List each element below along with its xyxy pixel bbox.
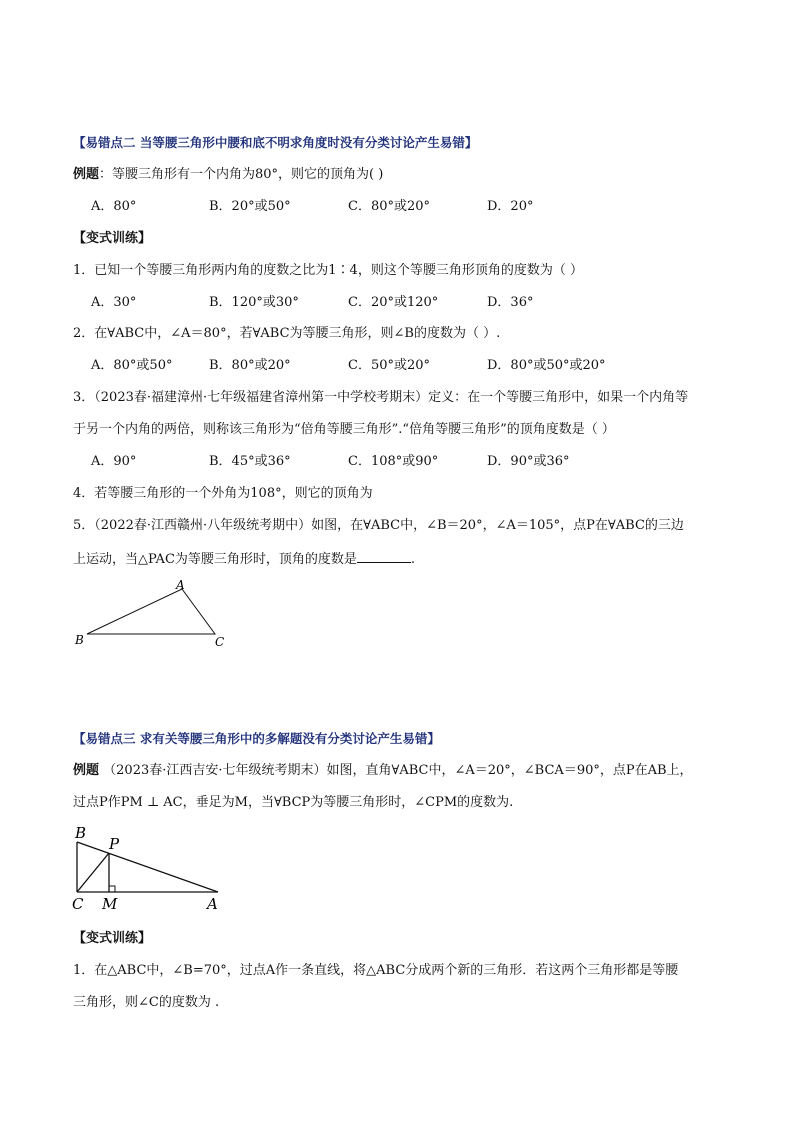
option-a: A．80°或50°: [91, 358, 173, 373]
vertex-label-a: A: [176, 578, 185, 592]
practice-question-1-line-2: 三角形，则∠C的度数为 .: [73, 995, 220, 1010]
option-d: D．80°或50°或20°: [487, 358, 606, 373]
question-3-line-1: 3．（2023春·福建漳州·七年级福建省漳州第一中学校考期末）定义：在一个等腰三角形中，如果一个内角等: [73, 390, 689, 405]
question-5-line-2: [73, 550, 415, 568]
option-b: B．80°或20°: [209, 358, 291, 373]
point-label-p: P: [109, 835, 120, 853]
vertex-label-c: C: [72, 895, 84, 913]
option-a: A．80°: [91, 199, 137, 214]
practice-heading: 【变式训练】: [73, 931, 152, 946]
vertex-label-a: A: [207, 895, 218, 913]
option-a: A．30°: [91, 295, 137, 310]
triangle-shape: [87, 589, 215, 634]
example-question: [73, 167, 383, 183]
example-label: 例题: [73, 167, 100, 182]
question-4: 4．若等腰三角形的一个外角为108°，则它的顶角为: [73, 486, 373, 501]
point-label-m: M: [102, 895, 118, 913]
option-c: C．50°或20°: [348, 358, 431, 373]
question-5-line-1: 5．（2022春·江西赣州·八年级统考期中）如图，在∀ABC中，∠B＝20°，∠A＝105°，点P在∀ABC的三边: [73, 518, 684, 533]
example-question-line-1: [73, 763, 693, 779]
example-question-line-2: 过点P作PM ⊥ AC，垂足为M，当∀BCP为等腰三角形时，∠CPM的度数为.: [73, 795, 514, 810]
option-c: C．80°或20°: [348, 199, 431, 214]
answer-blank: [357, 550, 411, 563]
question-2: 2．在∀ABC中，∠A＝80°，若∀ABC为等腰三角形，则∠B的度数为（ ）.: [73, 326, 501, 341]
vertex-label-b: B: [75, 824, 87, 842]
option-d: D．20°: [487, 199, 534, 214]
practice-heading: 【变式训练】: [73, 231, 152, 246]
question-5-end: .: [410, 552, 416, 567]
option-a: A．90°: [91, 454, 137, 469]
option-d: D．90°或36°: [487, 454, 570, 469]
question-5-text: 上运动，当△PAC为等腰三角形时，顶角的度数是: [73, 552, 357, 567]
example-text: ：等腰三角形有一个内角为80°，则它的顶角为( ): [99, 167, 384, 182]
question-1: 1．已知一个等腰三角形两内角的度数之比为1∶4，则这个等腰三角形顶角的度数为（ ）: [73, 263, 583, 278]
section-heading: 【易错点二 当等腰三角形中腰和底不明求角度时没有分类讨论产生易错】: [73, 135, 478, 150]
right-triangle-figure: [70, 822, 230, 914]
example-text: （2023春·江西吉安·七年级统考期末）如图，直角∀ABC中，∠A＝20°，∠BCA＝90°，点P在AB上，: [99, 763, 693, 778]
option-d: D．36°: [487, 295, 534, 310]
option-c: C．108°或90°: [348, 454, 439, 469]
section-heading: 【易错点三 求有关等腰三角形中的多解题没有分类讨论产生易错】: [73, 731, 440, 746]
example-label: 例题: [73, 763, 100, 778]
question-3-line-2: 于另一个内角的两倍，则称该三角形为“倍角等腰三角形”.“倍角等腰三角形”的顶角度数是（ ）: [73, 422, 615, 437]
option-b: B．120°或30°: [209, 295, 299, 310]
vertex-label-c: C: [215, 635, 225, 649]
triangle-figure-abc: [70, 578, 240, 650]
vertex-label-b: B: [75, 633, 84, 647]
option-b: B．20°或50°: [209, 199, 291, 214]
option-c: C．20°或120°: [348, 295, 439, 310]
option-b: B．45°或36°: [209, 454, 291, 469]
practice-question-1-line-1: 1．在△ABC中，∠B=70°，过点A作一条直线，将△ABC分成两个新的三角形．若这两个三角形都是等腰: [73, 963, 679, 978]
